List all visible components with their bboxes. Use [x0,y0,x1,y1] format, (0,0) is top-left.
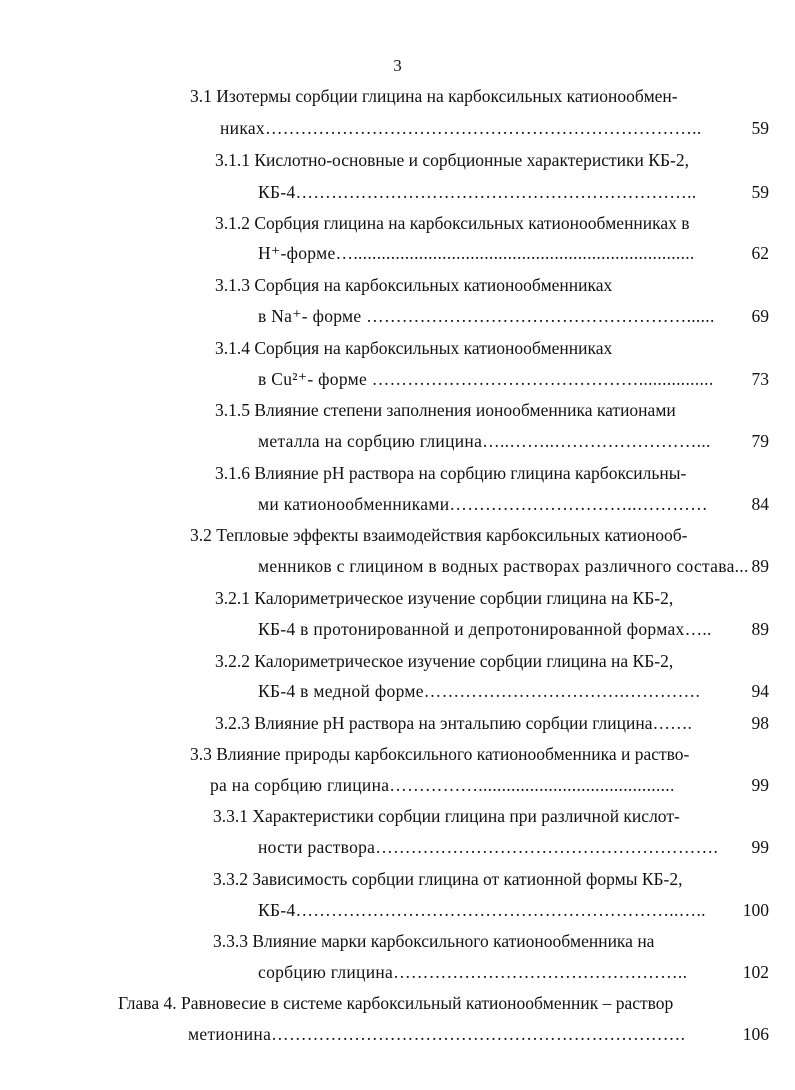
toc-entry-3-1-6-line-1: 3.1.6 Влияние рН раствора на сорбцию глицина карбоксильны- [215,463,687,483]
toc-entry-3-1-4-line-1: 3.1.4 Сорбция на карбоксильных катионообменниках [215,338,613,358]
toc-entry-3-3-3-line-1: 3.3.3 Влияние марки карбоксильного катионообменника на [213,931,655,951]
toc-entry-3-3-line-1: 3.3 Влияние природы карбоксильного катионообменника и раство- [190,744,690,764]
toc-entry-3-2-2-line-1: 3.2.2 Калориметрическое изучение сорбции глицина на КБ-2, [215,651,674,671]
toc-entry-3-1-5-page: 79 [751,431,769,451]
toc-entry-3-1-2-page: 62 [751,243,769,263]
toc-entry-3-3-2-line-2: КБ-4………………………………………………………..….. [258,900,706,920]
toc-entry-3-1-3-line-1: 3.1.3 Сорбция на карбоксильных катионообменниках [215,275,613,295]
toc-entry-3-1-4-page: 73 [751,369,769,389]
toc-entry-3-2-2-page: 94 [751,681,769,701]
toc-entry-3-2-3-line-1: 3.2.3 Влияние рН раствора на энтальпию сорбции глицина……. [215,713,692,733]
toc-entry-3-1-1-line-2: КБ-4………………………………………………………….. [258,182,697,202]
toc-entry-3-1-line-2: никах……………………………………………………………….. [220,118,702,138]
toc-entry-3-1-2-line-1: 3.1.2 Сорбция глицина на карбоксильных катионообменниках в [215,213,690,233]
toc-entry-3-2-1-page: 89 [751,619,769,639]
toc-entry-3-3-3-page: 102 [742,962,769,982]
toc-entry-3-3-page: 99 [751,775,769,795]
toc-entry-3-2-2-line-2: КБ-4 в медной форме…………………………….…………. [258,681,701,701]
toc-entry-3-1-6-page: 84 [751,494,769,514]
toc-entry-3-1-3-page: 69 [751,306,769,326]
toc-entry-3-3-1-line-2: ности раствора…………………………………………………. [258,837,719,857]
toc-entry-3-1-6-line-2: ми катионообменниками…………………………..………… [258,494,708,514]
toc-entry-3-1-3-line-2: в Na⁺- форме ………………………………………………...... [258,306,715,326]
toc-entry-3-3-1-line-1: 3.3.1 Характеристики сорбции глицина при различной кислот- [213,806,680,826]
toc-entry-3-3-1-page: 99 [751,837,769,857]
toc-entry-3-1-line-1: 3.1 Изотермы сорбции глицина на карбоксильных катионообмен- [190,86,678,106]
toc-entry-3-2-line-2: менников с глицином в водных растворах различного состава... [258,556,749,576]
page-number: 3 [393,56,402,75]
toc-entry-3-2-page: 89 [751,556,769,576]
toc-entry-3-1-1-line-1: 3.1.1 Кислотно-основные и сорбционные характеристики КБ-2, [215,150,689,170]
toc-entry-3-3-3-line-2: сорбцию глицина………………………………………….. [258,962,688,982]
toc-entry-3-1-page: 59 [751,118,769,138]
toc-entry-3-2-1-line-2: КБ-4 в протонированной и депротонированной формах….. [258,619,712,639]
toc-entry-3-3-2-line-1: 3.3.2 Зависимость сорбции глицина от катионной формы КБ-2, [213,869,683,889]
toc-entry-chapter-4-line-1: Глава 4. Равновесие в системе карбоксильный катионообменник – раствор [118,993,674,1013]
toc-entry-3-1-1-page: 59 [751,182,769,202]
toc-entry-chapter-4-line-2: метионина……………………………………………………………. [188,1024,686,1044]
toc-entry-3-1-2-line-2: Н⁺-форме…......................................................................... [258,243,695,263]
toc-entry-chapter-4-page: 106 [742,1024,769,1044]
toc-entry-3-1-5-line-2: металла на сорбцию глицина…..……..……………………... [258,431,711,451]
toc-entry-3-1-5-line-1: 3.1.5 Влияние степени заполнения ионообменника катионами [215,400,676,420]
toc-entry-3-3-2-page: 100 [742,900,769,920]
toc-entry-3-2-line-1: 3.2 Тепловые эффекты взаимодействия карбоксильных катионооб- [190,525,688,545]
toc-entry-3-3-line-2: ра на сорбцию глицина…………….......................................... [210,775,675,795]
toc-entry-3-2-3-page: 98 [751,713,769,733]
toc-entry-3-2-1-line-1: 3.2.1 Калориметрическое изучение сорбции глицина на КБ-2, [215,588,674,608]
toc-entry-3-1-4-line-2: в Cu²⁺- форме ………………………………………................ [258,369,714,389]
